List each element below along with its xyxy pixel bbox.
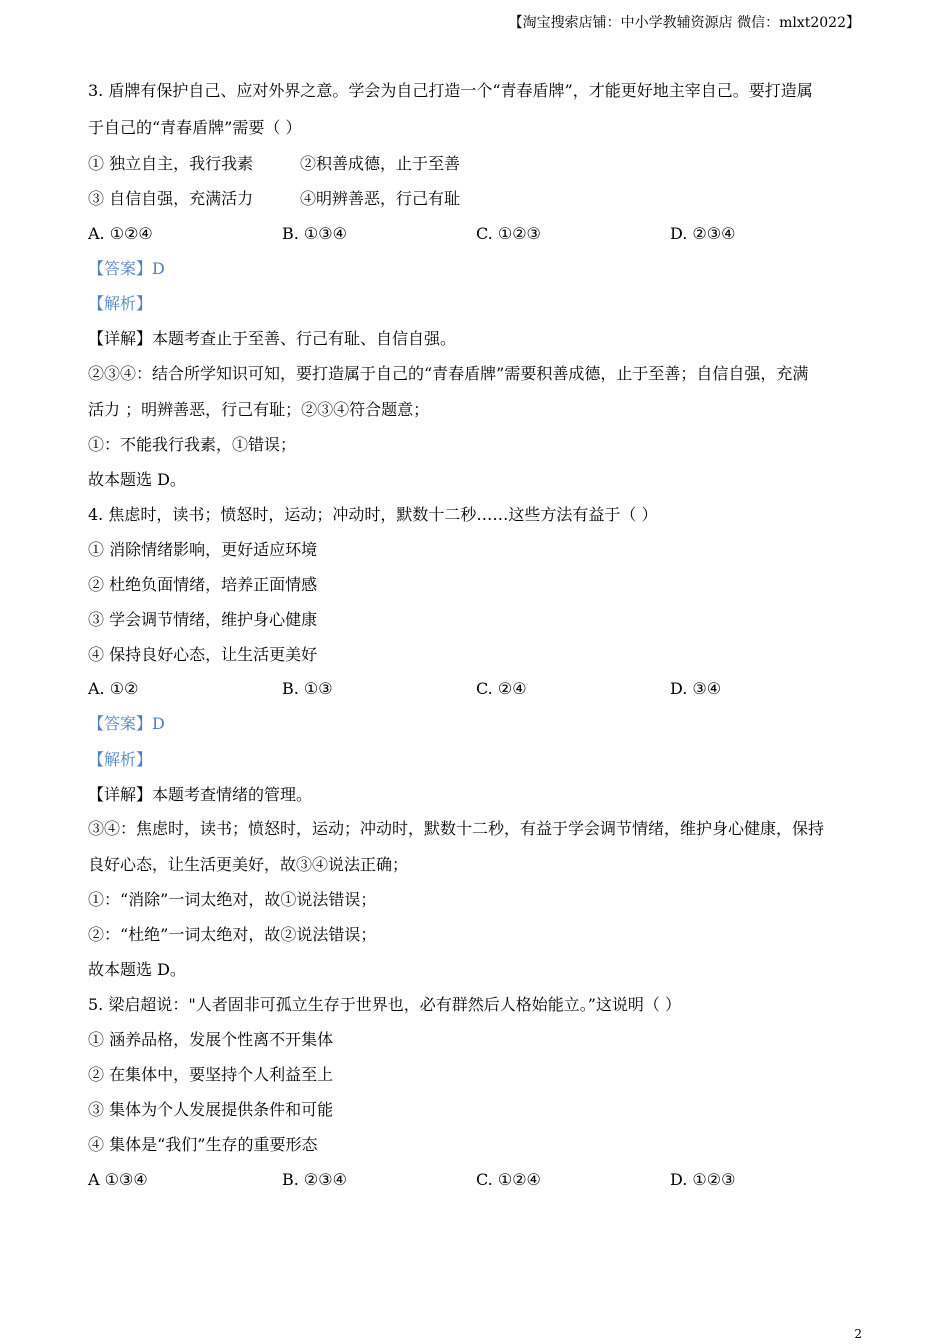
- q4-option-a: A. ①②: [88, 679, 139, 698]
- q3-answer: 【答案】D: [88, 259, 165, 278]
- q3-statement-4: ④明辨善恶，行己有耻: [300, 189, 461, 208]
- q5-option-a: A ①③④: [88, 1170, 148, 1189]
- q4-option-c: C. ②④: [476, 679, 527, 698]
- q4-explanation-2: 良好心态，让生活更美好，故③④说法正确；: [88, 855, 409, 874]
- q5-option-d: D. ①②③: [670, 1170, 736, 1189]
- q5-statement-3: ③ 集体为个人发展提供条件和可能: [88, 1100, 334, 1119]
- q5-statement-1: ① 涵养品格，发展个性离不开集体: [88, 1030, 334, 1049]
- q3-explanation-3: ①：不能我行我素，①错误；: [88, 435, 297, 454]
- page-number: 2: [854, 1327, 862, 1341]
- q4-statement-2: ② 杜绝负面情绪，培养正面情感: [88, 575, 318, 594]
- q5-statement-4: ④ 集体是“我们”生存的重要形态: [88, 1135, 318, 1154]
- q3-stem-line1: 3. 盾牌有保护自己、应对外界之意。学会为自己打造一个“青春盾牌”，才能更好地主宰自己。要打造属: [88, 81, 813, 100]
- q4-explanation-3: ①：“消除”一词太绝对，故①说法错误；: [88, 890, 377, 909]
- q4-conclusion: 故本题选 D。: [88, 960, 186, 979]
- q3-conclusion: 故本题选 D。: [88, 470, 186, 489]
- q3-statement-2: ②积善成德，止于至善: [300, 154, 461, 173]
- q4-explanation-4: ②：“杜绝”一词太绝对，故②说法错误；: [88, 925, 377, 944]
- q4-statement-4: ④ 保持良好心态，让生活更美好: [88, 645, 318, 664]
- q5-statement-2: ② 在集体中，要坚持个人利益至上: [88, 1065, 334, 1084]
- q4-explanation-1: ③④：焦虑时，读书；愤怒时，运动；冲动时，默数十二秒，有益于学会调节情绪，维护身心健康，保持: [88, 819, 825, 838]
- q3-statement-3: ③ 自信自强，充满活力: [88, 189, 254, 208]
- q4-statement-1: ① 消除情绪影响，更好适应环境: [88, 540, 318, 559]
- q3-statement-1: ① 独立自主，我行我素: [88, 154, 254, 173]
- q5-option-b: B. ②③④: [282, 1170, 347, 1189]
- q4-stem: 4. 焦虑时，读书；愤怒时，运动；冲动时，默数十二秒……这些方法有益于（ ）: [88, 505, 658, 524]
- q3-analysis-heading: 【解析】: [88, 294, 153, 313]
- q4-option-d: D. ③④: [670, 679, 722, 698]
- q3-option-b: B. ①③④: [282, 224, 347, 243]
- q3-detail: 【详解】本题考查止于至善、行己有耻、自信自强。: [88, 329, 457, 348]
- q5-option-c: C. ①②④: [476, 1170, 541, 1189]
- q4-answer: 【答案】D: [88, 714, 165, 733]
- q3-option-d: D. ②③④: [670, 224, 736, 243]
- q3-explanation-1: ②③④：结合所学知识可知，要打造属于自己的“青春盾牌”需要积善成德，止于至善；自信自强，充满: [88, 364, 809, 383]
- q3-stem-line2: 于自己的“青春盾牌”需要（ ）: [88, 118, 302, 137]
- q3-option-c: C. ①②③: [476, 224, 541, 243]
- q4-analysis-heading: 【解析】: [88, 750, 153, 769]
- q5-stem: 5. 梁启超说："人者固非可孤立生存于世界也，必有群然后人格始能立。”这说明（ ）: [88, 995, 681, 1014]
- q3-option-a: A. ①②④: [88, 224, 153, 243]
- q4-detail: 【详解】本题考查情绪的管理。: [88, 785, 313, 804]
- q4-statement-3: ③ 学会调节情绪，维护身心健康: [88, 610, 318, 629]
- q3-explanation-2: 活力 ；明辨善恶，行己有耻；②③④符合题意；: [88, 400, 430, 419]
- q4-option-b: B. ①③: [282, 679, 333, 698]
- page-header: 【淘宝搜索店铺：中小学教辅资源店 微信：mlxt2022】: [508, 15, 860, 31]
